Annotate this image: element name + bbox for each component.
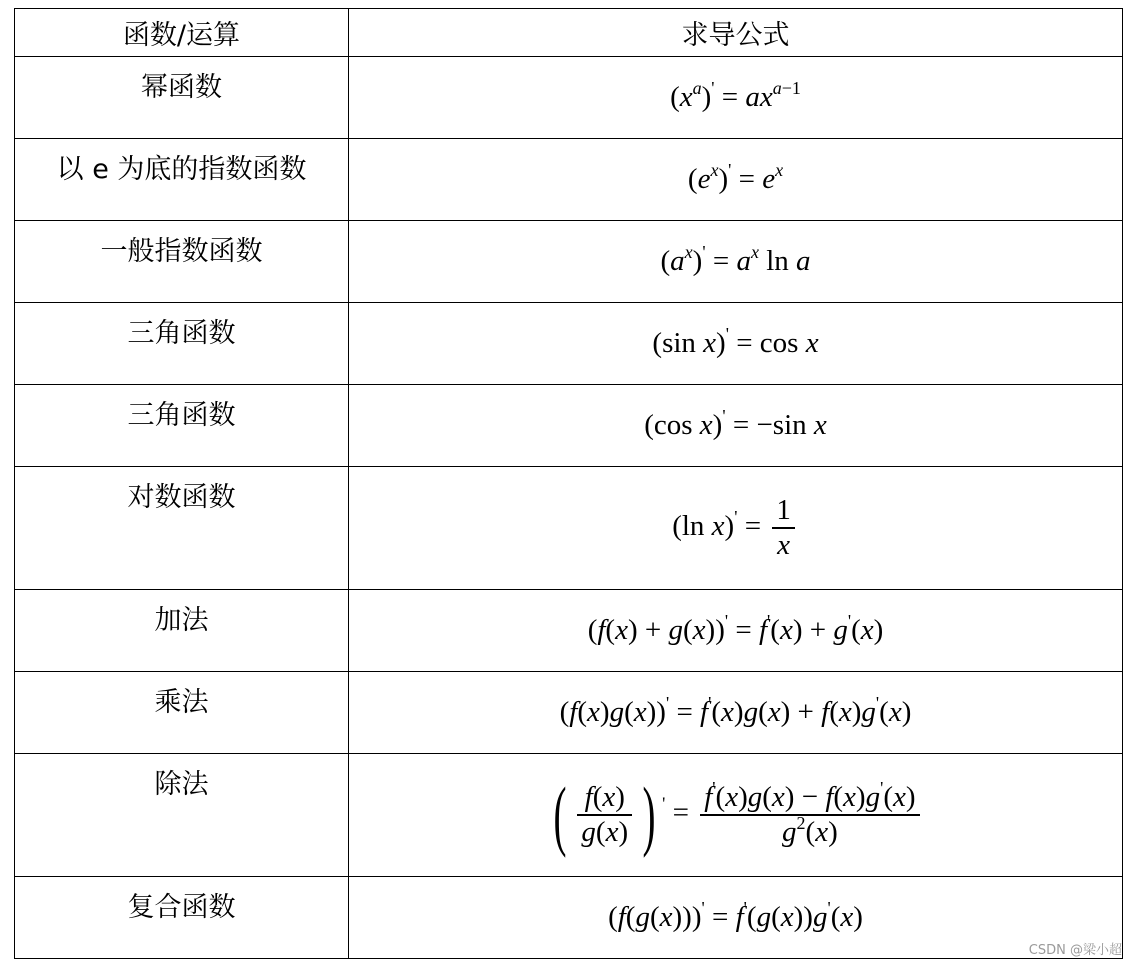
function-name: 三角函数: [15, 303, 349, 385]
function-name: 三角函数: [15, 385, 349, 467]
table-row: [15, 139, 1123, 221]
header-function: 函数/运算: [15, 9, 349, 57]
table-row: [15, 57, 1123, 139]
function-name: 一般指数函数: [15, 221, 349, 303]
table-row: [15, 221, 1123, 303]
table-row: [15, 385, 1123, 467]
function-name: 以 e 为底的指数函数: [15, 139, 349, 221]
function-name: 幂函数: [15, 57, 349, 139]
function-name: 复合函数: [15, 877, 349, 959]
table-row: [15, 590, 1123, 672]
formula-sin: (sin x)' = cos x: [349, 303, 1123, 385]
formula-cos: (cos x)' = −sin x: [349, 385, 1123, 467]
formula-chain: (f(g(x)))' = f'(g(x))g'(x): [349, 877, 1123, 959]
header-formula: 求导公式: [349, 9, 1123, 57]
function-name: 加法: [15, 590, 349, 672]
formula-product: (f(x)g(x))' = f'(x)g(x) + f(x)g'(x): [349, 672, 1123, 754]
formula-power: $(x^a)' = ax^{a-1}$: [349, 57, 1123, 139]
table-row: [15, 467, 1123, 590]
table-row: [15, 877, 1123, 959]
table-row: [15, 754, 1123, 877]
table-row: [15, 672, 1123, 754]
derivative-formula-table: [14, 8, 1123, 959]
formula-quotient: ( $\frac{f(x)}{g(x)}$ ) ' = $\frac{f'(x)g(x) - f(x)g'(x)}{g^2(x)}$: [349, 754, 1123, 877]
formula-sum: (f(x) + g(x))' = f'(x) + g'(x): [349, 590, 1123, 672]
formula-ln: (ln x)' = $\frac{1}{x}$: [349, 467, 1123, 590]
function-name: 除法: [15, 754, 349, 877]
watermark: CSDN @梁小超: [1028, 943, 1122, 958]
function-name: 乘法: [15, 672, 349, 754]
formula-exp-e: $(e^x)' = e^x$: [349, 139, 1123, 221]
function-name: 对数函数: [15, 467, 349, 590]
table-row: [15, 303, 1123, 385]
formula-exp-general: $(a^x)' = a^x$ ln a: [349, 221, 1123, 303]
header-row: [15, 9, 1123, 57]
